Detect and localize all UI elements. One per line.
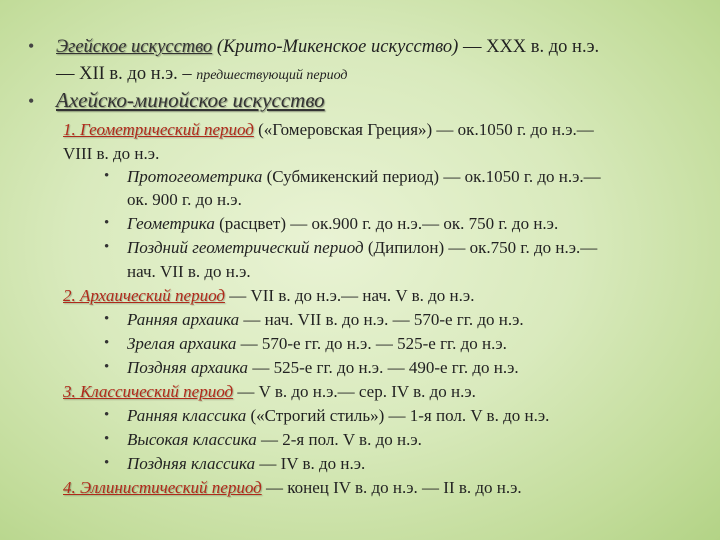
- sub-bullet: •: [104, 359, 110, 375]
- aegean-title: Эгейское искусство: [56, 37, 213, 57]
- geometric-sub-1-cont: ок. 900 г. до н.э.: [127, 190, 242, 209]
- sub-bullet: •: [104, 455, 110, 471]
- geometric-desc-cont: VIII в. до н.э.: [63, 144, 160, 163]
- hellenistic-line: [63, 478, 522, 498]
- sub-bullet: •: [104, 168, 110, 184]
- classical-sub-2: Высокая классика — 2-я пол. V в. до н.э.: [127, 430, 422, 449]
- classical-desc: — V в. до н.э.— сер. IV в. до н.э.: [237, 382, 476, 401]
- sub-bullet: •: [104, 431, 110, 447]
- classical-label: 3. Классический период: [63, 382, 234, 401]
- aegean-dates: — XXX в. до н.э.: [462, 37, 600, 57]
- geometric-sub-1: Протогеометрика (Субмикенский период) — ок.1050 г. до н.э.—: [127, 167, 601, 186]
- archaic-label: 2. Архаический период: [63, 286, 225, 305]
- classical-sub-1: Ранняя классика («Строгий стиль») — 1-я пол. V в. до н.э.: [127, 406, 550, 425]
- aegean-line: [56, 37, 599, 57]
- geometric-sub-3-cont: нач. VII в. до н.э.: [127, 262, 251, 281]
- aegean-line2: [56, 64, 348, 86]
- sub-bullet: •: [104, 239, 110, 255]
- geometric-desc: («Гомеровская Греция») — ок.1050 г. до н.э.—: [258, 120, 594, 139]
- geometric-line: [63, 120, 594, 140]
- sub-bullet: •: [104, 215, 110, 231]
- aegean-note: предшествующий период: [196, 68, 348, 83]
- achaean-title: Ахейско-минойское искусство: [56, 88, 325, 112]
- achaean-line: [56, 90, 325, 112]
- geometric-label: 1. Геометрический период: [63, 120, 254, 139]
- archaic-sub-2: Зрелая архаика — 570-е гг. до н.э. — 525-е гг. до н.э.: [127, 334, 507, 353]
- archaic-sub-3: Поздняя архаика — 525-е гг. до н.э. — 490-е гг. до н.э.: [127, 358, 519, 377]
- aegean-dates-2: — XII в. до н.э. –: [56, 64, 192, 84]
- classical-line: [63, 382, 476, 402]
- bullet: •: [28, 91, 35, 111]
- archaic-desc: — VII в. до н.э.— нач. V в. до н.э.: [229, 286, 475, 305]
- sub-bullet: •: [104, 311, 110, 327]
- sub-bullet: •: [104, 335, 110, 351]
- archaic-sub-1: Ранняя архаика — нач. VII в. до н.э. — 570-е гг. до н.э.: [127, 310, 524, 329]
- archaic-line: [63, 286, 474, 306]
- bullet: •: [28, 36, 35, 56]
- aegean-subtitle: (Крито-Микенское искусство): [216, 37, 459, 57]
- geometric-sub-2: Геометрика (расцвет) — ок.900 г. до н.э.— ок. 750 г. до н.э.: [127, 214, 559, 233]
- sub-bullet: •: [104, 407, 110, 423]
- classical-sub-3: Поздняя классика — IV в. до н.э.: [127, 454, 366, 473]
- geometric-sub-3: Поздний геометрический период (Дипилон) — ок.750 г. до н.э.—: [127, 238, 598, 257]
- hellenistic-label: 4. Эллинистический период: [63, 478, 262, 497]
- hellenistic-desc: — конец IV в. до н.э. — II в. до н.э.: [265, 478, 522, 497]
